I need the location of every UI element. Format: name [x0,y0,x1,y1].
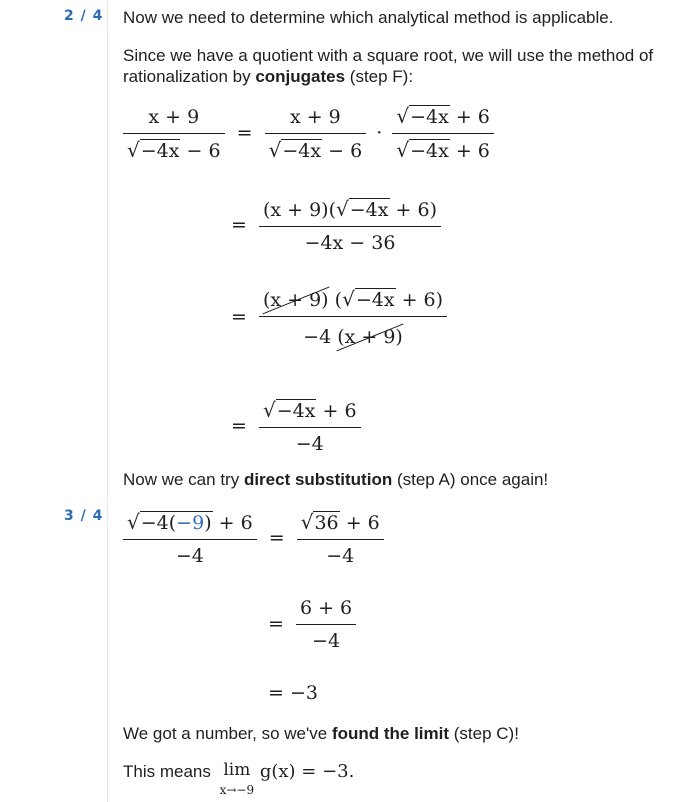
equation-conjugate-setup: $\frac{x + 9}{√-4x - 6}$ = $\frac{x + 9}{√-4x - 6}$ · $\frac{√-4x + 6}{√-4x + 6}$ [123,104,494,163]
equation-simplified: = $\frac{√-4x + 6}{-4}$ [231,398,361,456]
equation-result: = −3 [268,682,318,704]
step-indicator-2: 2 / 4 [64,8,104,24]
fraction-rewritten: $\frac{x + 9}{√-4x - 6}$ [265,105,367,163]
equation-cancellation: = (x + 9) (√−4x + 6) −4 (x + 9) [231,287,447,349]
conclusion-text: This means lim x→−9 g(x) = −3. [123,760,355,797]
equation-substitution: $\frac{√-4(-9) + 6}{-4}$ = $\frac{√36 + 6}{-4}$ [123,510,384,568]
found-limit-text: We got a number, so we've found the limit (step C)! [123,724,519,743]
equation-expanded: = $\frac{(x + 9)(√-4x + 6)}{-4x - 36}$ [231,197,441,255]
fraction-original: $\frac{x + 9}{√-4x - 6}$ [123,105,225,163]
conjugates-text: Since we have a quotient with a square root, we will use the method of rationalization by conjugates (step F): [123,46,654,86]
limit-expression: lim x→−9 g(x) = −3. [219,760,355,797]
found-limit-emphasis: found the limit [331,724,450,743]
step-indicator-3: 3 / 4 [64,508,104,524]
direct-substitution-text: Now we can try direct substitution (step A) once again! [123,470,549,489]
equation-sum: = $\frac{6 + 6}{-4}$ [268,596,356,653]
substituted-value: −9 [176,512,205,534]
direct-substitution-emphasis: direct substitution [243,470,393,489]
intro-text: Now we need to determine which analytical method is applicable. [123,8,614,27]
gutter-line [107,0,108,802]
conjugates-emphasis: conjugates [255,67,346,86]
fraction-conjugate: $\frac{√-4x + 6}{√-4x + 6}$ [392,104,494,163]
